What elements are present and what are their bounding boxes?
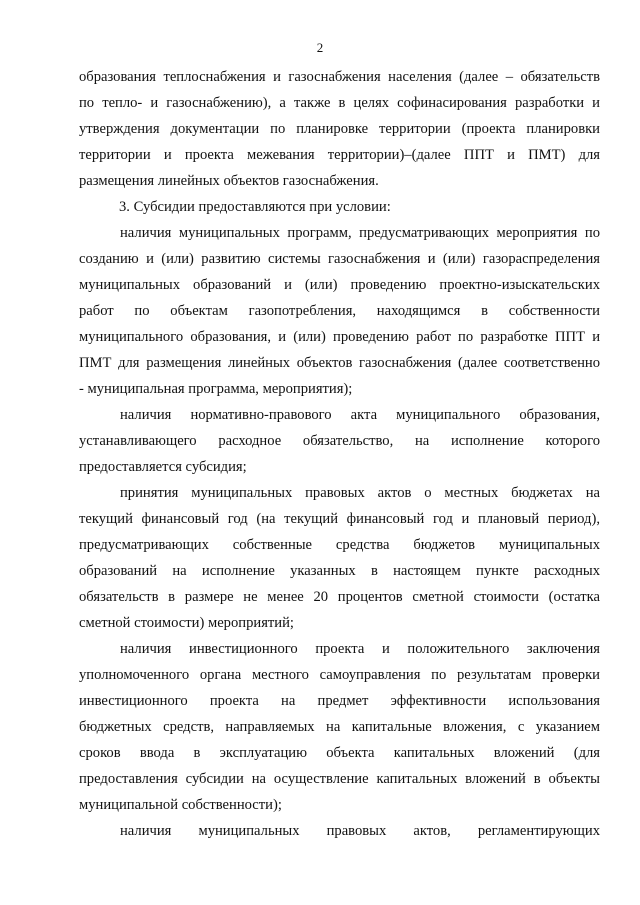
text-line: муниципальных образований и (или) проведению проектно-изыскательских [79,277,600,293]
text-line: утверждения документации по планировке территории (проекта планировки [79,121,600,137]
text-line: принятия муниципальных правовых актов о местных бюджетах на [120,485,600,501]
text-line: наличия инвестиционного проекта и положительного заключения [120,641,600,657]
text-line: образования теплоснабжения и газоснабжения населения (далее – обязательств [79,69,600,85]
text-line: 3. Субсидии предоставляются при условии: [119,199,391,215]
text-line: работ по объектам газопотребления, находящимся в собственности [79,303,600,319]
text-line: предоставления субсидии на осуществление капитальных вложений в объекты [79,771,600,787]
text-line: муниципальной собственности); [79,797,282,813]
text-line: предоставляется субсидия; [79,459,247,475]
text-line: образований на исполнение указанных в настоящем пункте расходных [79,563,600,579]
text-line: - муниципальная программа, мероприятия); [79,381,353,397]
page-number: 2 [316,40,324,55]
text-line: текущий финансовый год (на текущий финансовый год и плановый период), [79,511,600,527]
text-line: наличия муниципальных программ, предусматривающих мероприятия по [120,225,600,241]
text-line: территории и проекта межевания территории)–(далее ППТ и ПМТ) для [79,147,600,163]
document-body [79,64,600,844]
text-line: обязательств в размере не менее 20 процентов сметной стоимости (остатка [79,589,600,605]
text-line: созданию и (или) развитию системы газоснабжения и (или) газораспределения [79,251,600,267]
text-line: предусматривающих собственные средства бюджетов муниципальных [79,537,600,553]
text-line: ПМТ для размещения линейных объектов газоснабжения (далее соответственно [79,355,600,371]
text-line: устанавливающего расходное обязательство, на исполнение которого [79,433,600,449]
text-line: инвестиционного проекта на предмет эффективности использования [79,693,600,709]
text-line: муниципального образования, и (или) проведению работ по разработке ППТ и [79,329,600,345]
text-line: сроков ввода в эксплуатацию объекта капитальных вложений (для [79,745,600,761]
text-line: бюджетных средств, направляемых на капитальные вложения, с указанием [79,719,600,735]
text-line: сметной стоимости) мероприятий; [79,615,294,631]
text-line: размещения линейных объектов газоснабжения. [79,173,379,189]
text-line: наличия муниципальных правовых актов, регламентирующих [120,823,600,839]
text-line: наличия нормативно-правового акта муниципального образования, [120,407,600,423]
text-line: по тепло- и газоснабжению), а также в целях софинасирования разработки и [79,95,600,111]
text-line: уполномоченного органа местного самоуправления по результатам проверки [79,667,600,683]
